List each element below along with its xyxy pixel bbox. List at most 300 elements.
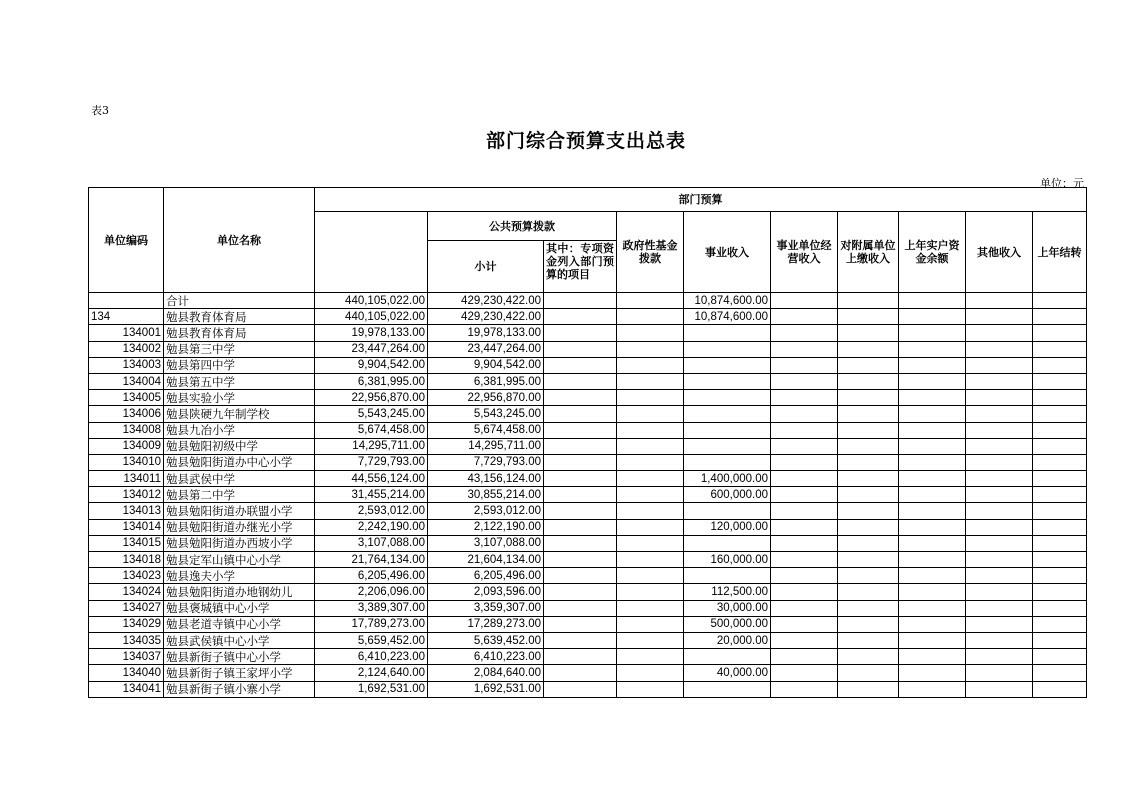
- cell-special: [544, 454, 617, 470]
- table-row: [89, 325, 1087, 341]
- table-body: [89, 293, 1087, 698]
- cell-gov-fund: [617, 341, 684, 357]
- cell-name: 勉县武侯中学: [164, 471, 315, 487]
- cell-gov-fund: [617, 309, 684, 325]
- cell-career-income: [684, 373, 771, 389]
- cell-subtotal: 2,093,596.00: [428, 584, 544, 600]
- cell-code: 134001: [89, 325, 164, 341]
- cell-gov-fund: [617, 454, 684, 470]
- cell-prev-balance: [899, 438, 966, 454]
- cell-prev-carry: [1033, 357, 1087, 373]
- header-unit-name: 单位名称: [164, 188, 315, 293]
- cell-prev-carry: [1033, 487, 1087, 503]
- cell-career-ops: [771, 373, 838, 389]
- cell-career-ops: [771, 681, 838, 697]
- cell-total: 2,242,190.00: [315, 519, 428, 535]
- table-row: [89, 681, 1087, 697]
- cell-career-ops: [771, 568, 838, 584]
- cell-prev-balance: [899, 600, 966, 616]
- cell-total: 5,674,458.00: [315, 422, 428, 438]
- cell-special: [544, 568, 617, 584]
- cell-other-income: [966, 471, 1033, 487]
- cell-other-income: [966, 665, 1033, 681]
- cell-code: 134009: [89, 438, 164, 454]
- cell-career-ops: [771, 325, 838, 341]
- cell-code: 134024: [89, 584, 164, 600]
- cell-code: 134027: [89, 600, 164, 616]
- cell-total: 1,692,531.00: [315, 681, 428, 697]
- cell-name: 勉县褒城镇中心小学: [164, 600, 315, 616]
- cell-subsidiary: [838, 616, 899, 632]
- cell-code: 134003: [89, 357, 164, 373]
- cell-subtotal: 429,230,422.00: [428, 309, 544, 325]
- cell-career-income: 10,874,600.00: [684, 309, 771, 325]
- cell-name: 勉县实验小学: [164, 390, 315, 406]
- cell-name: 勉县新街子镇王家坪小学: [164, 665, 315, 681]
- page-title: 部门综合预算支出总表: [485, 130, 686, 152]
- cell-prev-carry: [1033, 552, 1087, 568]
- cell-special: [544, 519, 617, 535]
- cell-subsidiary: [838, 390, 899, 406]
- cell-special: [544, 503, 617, 519]
- cell-special: [544, 681, 617, 697]
- cell-gov-fund: [617, 373, 684, 389]
- cell-career-ops: [771, 422, 838, 438]
- cell-career-ops: [771, 471, 838, 487]
- cell-career-income: [684, 649, 771, 665]
- cell-other-income: [966, 649, 1033, 665]
- header-subsidiary: 对附属单位上缴收入: [838, 212, 899, 293]
- table-row: [89, 422, 1087, 438]
- header-total-blank: [315, 212, 428, 293]
- cell-career-ops: [771, 406, 838, 422]
- cell-prev-balance: [899, 454, 966, 470]
- cell-subsidiary: [838, 649, 899, 665]
- cell-subsidiary: [838, 584, 899, 600]
- cell-subtotal: 43,156,124.00: [428, 471, 544, 487]
- header-dept-budget: 部门预算: [315, 188, 1087, 212]
- cell-other-income: [966, 373, 1033, 389]
- cell-subsidiary: [838, 632, 899, 648]
- cell-total: 9,904,542.00: [315, 357, 428, 373]
- cell-prev-carry: [1033, 406, 1087, 422]
- cell-subsidiary: [838, 422, 899, 438]
- cell-other-income: [966, 616, 1033, 632]
- cell-other-income: [966, 438, 1033, 454]
- cell-code: 134035: [89, 632, 164, 648]
- cell-prev-carry: [1033, 293, 1087, 309]
- cell-total: 3,389,307.00: [315, 600, 428, 616]
- cell-career-income: [684, 438, 771, 454]
- cell-special: [544, 406, 617, 422]
- cell-career-income: [684, 681, 771, 697]
- cell-name: 勉县第五中学: [164, 373, 315, 389]
- cell-prev-balance: [899, 519, 966, 535]
- cell-subsidiary: [838, 503, 899, 519]
- cell-other-income: [966, 681, 1033, 697]
- cell-total: 17,789,273.00: [315, 616, 428, 632]
- cell-career-income: [684, 325, 771, 341]
- cell-prev-carry: [1033, 454, 1087, 470]
- cell-career-ops: [771, 600, 838, 616]
- header-gov-fund: 政府性基金拨款: [617, 212, 684, 293]
- cell-gov-fund: [617, 357, 684, 373]
- cell-other-income: [966, 309, 1033, 325]
- cell-name: 勉县勉阳初级中学: [164, 438, 315, 454]
- cell-prev-balance: [899, 681, 966, 697]
- cell-total: 44,556,124.00: [315, 471, 428, 487]
- cell-prev-carry: [1033, 503, 1087, 519]
- cell-subtotal: 22,956,870.00: [428, 390, 544, 406]
- table-row: [89, 341, 1087, 357]
- cell-name: 勉县第四中学: [164, 357, 315, 373]
- table-row: [89, 406, 1087, 422]
- cell-prev-balance: [899, 325, 966, 341]
- cell-gov-fund: [617, 487, 684, 503]
- cell-other-income: [966, 487, 1033, 503]
- cell-code: 134002: [89, 341, 164, 357]
- cell-name: 勉县教育体育局: [164, 325, 315, 341]
- cell-special: [544, 422, 617, 438]
- cell-code: 134011: [89, 471, 164, 487]
- cell-subsidiary: [838, 665, 899, 681]
- cell-total: 21,764,134.00: [315, 552, 428, 568]
- cell-special: [544, 357, 617, 373]
- cell-special: [544, 616, 617, 632]
- cell-special: [544, 665, 617, 681]
- cell-career-income: [684, 406, 771, 422]
- cell-name: 勉县新街子镇中心小学: [164, 649, 315, 665]
- cell-code: 134015: [89, 535, 164, 551]
- cell-subtotal: 6,381,995.00: [428, 373, 544, 389]
- cell-prev-carry: [1033, 568, 1087, 584]
- cell-career-ops: [771, 535, 838, 551]
- cell-prev-balance: [899, 422, 966, 438]
- cell-career-ops: [771, 519, 838, 535]
- cell-gov-fund: [617, 552, 684, 568]
- cell-name: 勉县教育体育局: [164, 309, 315, 325]
- header-unit-code: 单位编码: [89, 188, 164, 293]
- cell-other-income: [966, 293, 1033, 309]
- cell-other-income: [966, 503, 1033, 519]
- cell-prev-balance: [899, 471, 966, 487]
- cell-other-income: [966, 519, 1033, 535]
- cell-special: [544, 293, 617, 309]
- cell-subtotal: 23,447,264.00: [428, 341, 544, 357]
- cell-name: 勉县勉阳街道办联盟小学: [164, 503, 315, 519]
- cell-subsidiary: [838, 681, 899, 697]
- cell-career-ops: [771, 309, 838, 325]
- cell-career-ops: [771, 357, 838, 373]
- cell-gov-fund: [617, 665, 684, 681]
- cell-special: [544, 373, 617, 389]
- cell-career-income: 112,500.00: [684, 584, 771, 600]
- cell-subtotal: 2,593,012.00: [428, 503, 544, 519]
- cell-career-income: [684, 341, 771, 357]
- table-row: [89, 293, 1087, 309]
- table-row: [89, 357, 1087, 373]
- cell-subtotal: 17,289,273.00: [428, 616, 544, 632]
- table-row: [89, 503, 1087, 519]
- header-subtotal: 小计: [428, 241, 544, 293]
- cell-special: [544, 600, 617, 616]
- cell-subtotal: 30,855,214.00: [428, 487, 544, 503]
- cell-career-income: 600,000.00: [684, 487, 771, 503]
- cell-other-income: [966, 390, 1033, 406]
- cell-special: [544, 471, 617, 487]
- cell-career-ops: [771, 649, 838, 665]
- cell-prev-balance: [899, 503, 966, 519]
- cell-gov-fund: [617, 681, 684, 697]
- cell-total: 22,956,870.00: [315, 390, 428, 406]
- cell-career-income: 120,000.00: [684, 519, 771, 535]
- cell-code: 134013: [89, 503, 164, 519]
- cell-subtotal: 3,107,088.00: [428, 535, 544, 551]
- cell-subsidiary: [838, 600, 899, 616]
- table-row: [89, 568, 1087, 584]
- cell-career-income: [684, 454, 771, 470]
- table-row: [89, 632, 1087, 648]
- cell-other-income: [966, 454, 1033, 470]
- cell-gov-fund: [617, 293, 684, 309]
- cell-career-ops: [771, 487, 838, 503]
- cell-prev-balance: [899, 487, 966, 503]
- table-row: [89, 373, 1087, 389]
- cell-subsidiary: [838, 552, 899, 568]
- cell-other-income: [966, 325, 1033, 341]
- table-number-label: 表3: [91, 104, 109, 117]
- cell-other-income: [966, 568, 1033, 584]
- table-row: [89, 309, 1087, 325]
- cell-code: [89, 293, 164, 309]
- cell-prev-balance: [899, 309, 966, 325]
- cell-subtotal: 3,359,307.00: [428, 600, 544, 616]
- cell-code: 134041: [89, 681, 164, 697]
- cell-code: 134029: [89, 616, 164, 632]
- cell-gov-fund: [617, 422, 684, 438]
- cell-code: 134018: [89, 552, 164, 568]
- cell-prev-carry: [1033, 600, 1087, 616]
- cell-prev-balance: [899, 390, 966, 406]
- cell-prev-carry: [1033, 422, 1087, 438]
- header-prev-carry: 上年结转: [1033, 212, 1087, 293]
- table-row: [89, 535, 1087, 551]
- cell-subsidiary: [838, 454, 899, 470]
- cell-prev-carry: [1033, 616, 1087, 632]
- cell-gov-fund: [617, 471, 684, 487]
- cell-code: 134037: [89, 649, 164, 665]
- cell-career-income: [684, 422, 771, 438]
- cell-total: 5,543,245.00: [315, 406, 428, 422]
- cell-subtotal: 1,692,531.00: [428, 681, 544, 697]
- cell-name: 合计: [164, 293, 315, 309]
- cell-prev-balance: [899, 357, 966, 373]
- cell-subsidiary: [838, 438, 899, 454]
- cell-career-ops: [771, 503, 838, 519]
- cell-other-income: [966, 341, 1033, 357]
- cell-career-income: [684, 503, 771, 519]
- cell-subsidiary: [838, 471, 899, 487]
- cell-special: [544, 325, 617, 341]
- table-row: [89, 454, 1087, 470]
- cell-career-income: 20,000.00: [684, 632, 771, 648]
- cell-career-ops: [771, 390, 838, 406]
- table-row: [89, 487, 1087, 503]
- currency-unit-label: 单位：元: [1040, 177, 1084, 190]
- cell-gov-fund: [617, 325, 684, 341]
- cell-code: 134005: [89, 390, 164, 406]
- cell-prev-carry: [1033, 519, 1087, 535]
- header-prev-balance: 上年实户资金余额: [899, 212, 966, 293]
- cell-subsidiary: [838, 293, 899, 309]
- cell-code: 134004: [89, 373, 164, 389]
- cell-name: 勉县新街子镇小寨小学: [164, 681, 315, 697]
- cell-prev-carry: [1033, 584, 1087, 600]
- cell-prev-balance: [899, 568, 966, 584]
- table-row: [89, 438, 1087, 454]
- cell-subtotal: 5,543,245.00: [428, 406, 544, 422]
- cell-special: [544, 535, 617, 551]
- cell-career-ops: [771, 454, 838, 470]
- cell-subtotal: 21,604,134.00: [428, 552, 544, 568]
- cell-career-income: 10,874,600.00: [684, 293, 771, 309]
- cell-subtotal: 9,904,542.00: [428, 357, 544, 373]
- cell-name: 勉县勉阳街道办中心小学: [164, 454, 315, 470]
- cell-special: [544, 552, 617, 568]
- cell-total: 440,105,022.00: [315, 309, 428, 325]
- cell-name: 勉县勉阳街道办西坡小学: [164, 535, 315, 551]
- table-row: [89, 390, 1087, 406]
- cell-name: 勉县武侯镇中心小学: [164, 632, 315, 648]
- cell-prev-balance: [899, 373, 966, 389]
- cell-total: 2,124,640.00: [315, 665, 428, 681]
- cell-career-income: [684, 357, 771, 373]
- header-public-alloc: 公共预算拨款: [428, 212, 617, 241]
- table-row: [89, 584, 1087, 600]
- cell-special: [544, 487, 617, 503]
- cell-code: 134006: [89, 406, 164, 422]
- cell-prev-balance: [899, 406, 966, 422]
- header-special-funds: 其中：专项资金列入部门预算的项目: [544, 241, 617, 293]
- cell-prev-balance: [899, 341, 966, 357]
- cell-subtotal: 6,410,223.00: [428, 649, 544, 665]
- cell-prev-balance: [899, 632, 966, 648]
- cell-name: 勉县九冶小学: [164, 422, 315, 438]
- cell-prev-balance: [899, 535, 966, 551]
- cell-prev-balance: [899, 584, 966, 600]
- cell-other-income: [966, 584, 1033, 600]
- cell-other-income: [966, 422, 1033, 438]
- cell-subsidiary: [838, 519, 899, 535]
- cell-subtotal: 7,729,793.00: [428, 454, 544, 470]
- table-row: [89, 519, 1087, 535]
- cell-gov-fund: [617, 519, 684, 535]
- table-row: [89, 616, 1087, 632]
- cell-subsidiary: [838, 487, 899, 503]
- cell-career-income: 500,000.00: [684, 616, 771, 632]
- cell-other-income: [966, 535, 1033, 551]
- cell-total: 2,206,096.00: [315, 584, 428, 600]
- cell-prev-carry: [1033, 373, 1087, 389]
- cell-code: 134014: [89, 519, 164, 535]
- cell-subsidiary: [838, 309, 899, 325]
- cell-special: [544, 632, 617, 648]
- table-row: [89, 471, 1087, 487]
- cell-subtotal: 2,084,640.00: [428, 665, 544, 681]
- cell-prev-carry: [1033, 438, 1087, 454]
- cell-gov-fund: [617, 390, 684, 406]
- cell-career-ops: [771, 632, 838, 648]
- cell-name: 勉县逸夫小学: [164, 568, 315, 584]
- cell-gov-fund: [617, 649, 684, 665]
- cell-special: [544, 584, 617, 600]
- cell-subtotal: 5,674,458.00: [428, 422, 544, 438]
- cell-other-income: [966, 600, 1033, 616]
- cell-gov-fund: [617, 568, 684, 584]
- cell-other-income: [966, 552, 1033, 568]
- cell-career-income: [684, 535, 771, 551]
- cell-gov-fund: [617, 406, 684, 422]
- cell-total: 2,593,012.00: [315, 503, 428, 519]
- cell-gov-fund: [617, 632, 684, 648]
- cell-other-income: [966, 406, 1033, 422]
- header-career-income: 事业收入: [684, 212, 771, 293]
- cell-total: 6,205,496.00: [315, 568, 428, 584]
- cell-gov-fund: [617, 600, 684, 616]
- cell-total: 14,295,711.00: [315, 438, 428, 454]
- cell-other-income: [966, 632, 1033, 648]
- cell-prev-balance: [899, 665, 966, 681]
- cell-total: 23,447,264.00: [315, 341, 428, 357]
- cell-career-income: 1,400,000.00: [684, 471, 771, 487]
- header-other-income: 其他收入: [966, 212, 1033, 293]
- header-career-ops: 事业单位经营收入: [771, 212, 838, 293]
- cell-prev-carry: [1033, 649, 1087, 665]
- cell-subsidiary: [838, 357, 899, 373]
- cell-name: 勉县第二中学: [164, 487, 315, 503]
- cell-prev-carry: [1033, 341, 1087, 357]
- cell-subsidiary: [838, 325, 899, 341]
- cell-subtotal: 5,639,452.00: [428, 632, 544, 648]
- cell-name: 勉县第三中学: [164, 341, 315, 357]
- cell-subsidiary: [838, 406, 899, 422]
- cell-total: 3,107,088.00: [315, 535, 428, 551]
- cell-special: [544, 438, 617, 454]
- cell-subtotal: 2,122,190.00: [428, 519, 544, 535]
- cell-special: [544, 341, 617, 357]
- cell-total: 6,410,223.00: [315, 649, 428, 665]
- cell-gov-fund: [617, 535, 684, 551]
- cell-prev-carry: [1033, 535, 1087, 551]
- cell-code: 134023: [89, 568, 164, 584]
- cell-gov-fund: [617, 584, 684, 600]
- table-row: [89, 649, 1087, 665]
- cell-career-ops: [771, 341, 838, 357]
- cell-subsidiary: [838, 373, 899, 389]
- cell-subtotal: 429,230,422.00: [428, 293, 544, 309]
- cell-code: 134008: [89, 422, 164, 438]
- cell-subsidiary: [838, 535, 899, 551]
- cell-career-income: [684, 568, 771, 584]
- cell-special: [544, 390, 617, 406]
- cell-career-ops: [771, 584, 838, 600]
- cell-code: 134010: [89, 454, 164, 470]
- cell-subtotal: 19,978,133.00: [428, 325, 544, 341]
- cell-total: 7,729,793.00: [315, 454, 428, 470]
- cell-prev-balance: [899, 293, 966, 309]
- budget-table: [88, 187, 1087, 698]
- cell-other-income: [966, 357, 1033, 373]
